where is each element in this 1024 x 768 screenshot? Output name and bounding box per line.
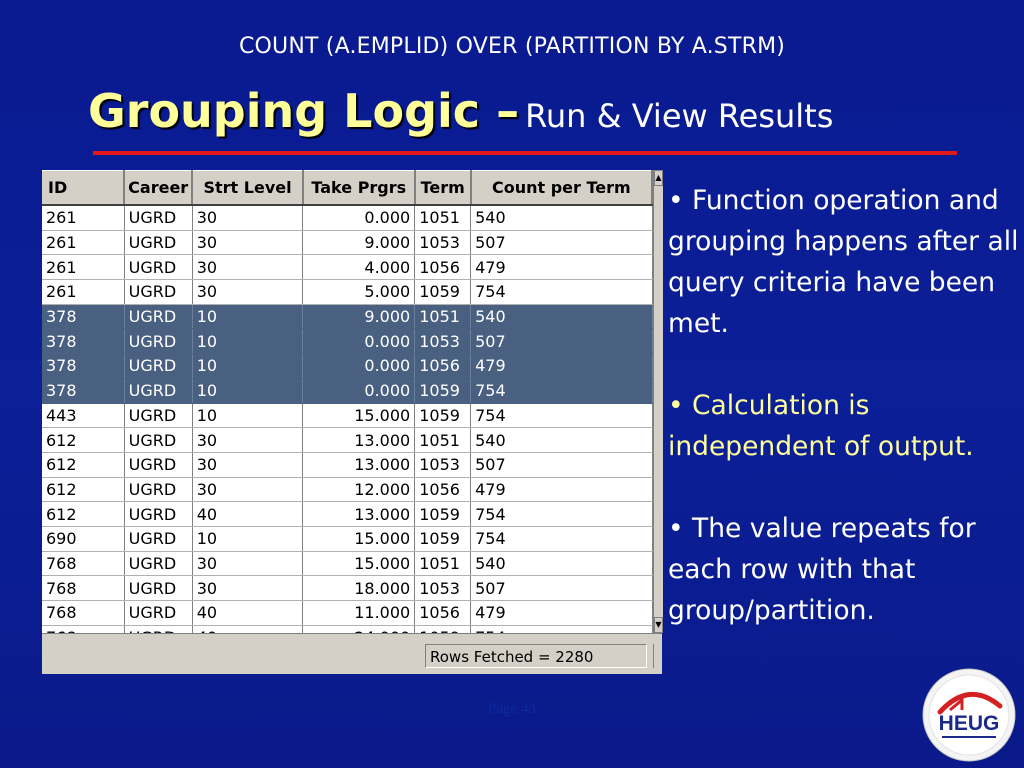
cell-career[interactable]: UGRD [124, 526, 192, 551]
cell-take-prgrs[interactable]: 5.000 [303, 280, 415, 305]
cell-strt-level[interactable]: 30 [192, 428, 303, 453]
table-header-row [42, 171, 652, 206]
cell-term[interactable]: 1056 [415, 477, 471, 502]
column-header-count-per-term[interactable]: Count per Term [471, 171, 652, 206]
cell-strt-level[interactable]: 30 [192, 230, 303, 255]
cell-id[interactable]: 612 [42, 502, 124, 527]
cell-strt-level[interactable]: 10 [192, 354, 303, 379]
cell-term[interactable]: 1059 [415, 280, 471, 305]
cell-take-prgrs[interactable]: 0.000 [303, 354, 415, 379]
cell-career[interactable]: UGRD [124, 205, 192, 230]
cell-strt-level[interactable]: 40 [192, 502, 303, 527]
cell-count-per-term[interactable]: 507 [471, 576, 652, 601]
cell-strt-level[interactable]: 10 [192, 526, 303, 551]
cell-take-prgrs[interactable]: 13.000 [303, 502, 415, 527]
status-bar-end [653, 644, 663, 668]
cell-career[interactable]: UGRD [124, 428, 192, 453]
cell-id[interactable]: 261 [42, 280, 124, 305]
table-row[interactable] [42, 428, 652, 453]
cell-term[interactable]: 1056 [415, 601, 471, 626]
cell-count-per-term[interactable]: 540 [471, 428, 652, 453]
cell-strt-level[interactable]: 10 [192, 403, 303, 428]
bullet-function-operation: • Function operation and grouping happens after all query criteria have been met. [668, 185, 1019, 339]
cell-career[interactable]: UGRD [124, 304, 192, 329]
cell-career[interactable]: UGRD [124, 601, 192, 626]
cell-strt-level[interactable]: 30 [192, 452, 303, 477]
logo-text: HEUG [938, 712, 1000, 735]
cell-term[interactable]: 1051 [415, 304, 471, 329]
cell-id[interactable]: 378 [42, 304, 124, 329]
cell-strt-level[interactable]: 30 [192, 255, 303, 280]
table-row[interactable] [42, 452, 652, 477]
cell-count-per-term[interactable]: 754 [471, 280, 652, 305]
cell-count-per-term[interactable]: 754 [471, 502, 652, 527]
cell-strt-level[interactable]: 10 [192, 329, 303, 354]
cell-take-prgrs[interactable]: 18.000 [303, 576, 415, 601]
table-row[interactable] [42, 477, 652, 502]
bullet-value-repeats: • The value repeats for each row with that group/partition. [668, 513, 976, 626]
cell-term[interactable]: 1053 [415, 576, 471, 601]
cell-take-prgrs[interactable]: 15.000 [303, 551, 415, 576]
table-row[interactable] [42, 502, 652, 527]
cell-id[interactable]: 378 [42, 354, 124, 379]
cell-career[interactable]: UGRD [124, 378, 192, 403]
cell-id[interactable]: 768 [42, 551, 124, 576]
table-row[interactable] [42, 205, 652, 230]
cell-strt-level[interactable]: 10 [192, 304, 303, 329]
cell-take-prgrs[interactable]: 4.000 [303, 255, 415, 280]
table-row[interactable] [42, 354, 652, 379]
cell-term[interactable]: 1053 [415, 230, 471, 255]
table-row[interactable] [42, 403, 652, 428]
table-row[interactable] [42, 329, 652, 354]
cell-term[interactable]: 1051 [415, 205, 471, 230]
title-divider [93, 151, 957, 155]
bullet-calculation-independent: • Calculation is independent of output. [668, 390, 974, 462]
cell-take-prgrs[interactable]: 0.000 [303, 205, 415, 230]
cell-id[interactable]: 768 [42, 601, 124, 626]
cell-count-per-term[interactable]: 507 [471, 230, 652, 255]
cell-take-prgrs[interactable]: 11.000 [303, 601, 415, 626]
cell-id[interactable]: 378 [42, 378, 124, 403]
column-header-term[interactable]: Term [415, 171, 471, 206]
cell-take-prgrs[interactable]: 9.000 [303, 230, 415, 255]
grid-status-bar [42, 633, 662, 674]
cell-career[interactable]: UGRD [124, 576, 192, 601]
cell-career[interactable]: UGRD [124, 452, 192, 477]
cell-career[interactable]: UGRD [124, 280, 192, 305]
cell-strt-level[interactable]: 30 [192, 280, 303, 305]
table-row[interactable] [42, 230, 652, 255]
table-row[interactable] [42, 255, 652, 280]
scroll-down-icon[interactable]: ▼ [654, 617, 663, 633]
table-row[interactable] [42, 551, 652, 576]
column-header-strt-level[interactable]: Strt Level [192, 171, 303, 206]
cell-strt-level[interactable]: 30 [192, 477, 303, 502]
table-row[interactable] [42, 526, 652, 551]
table-row[interactable] [42, 576, 652, 601]
cell-count-per-term[interactable]: 479 [471, 601, 652, 626]
slide-title-rest: Run & View Results [525, 97, 834, 135]
cell-term[interactable]: 1059 [415, 378, 471, 403]
cell-take-prgrs[interactable]: 13.000 [303, 452, 415, 477]
cell-career[interactable]: UGRD [124, 551, 192, 576]
cell-career[interactable]: UGRD [124, 255, 192, 280]
cell-count-per-term[interactable]: 507 [471, 329, 652, 354]
cell-career[interactable]: UGRD [124, 354, 192, 379]
cell-count-per-term[interactable]: 479 [471, 255, 652, 280]
table-row[interactable] [42, 601, 652, 626]
cell-id[interactable]: 261 [42, 230, 124, 255]
cell-count-per-term[interactable]: 540 [471, 551, 652, 576]
table-row[interactable] [42, 304, 652, 329]
query-results-grid [42, 170, 662, 673]
cell-career[interactable]: UGRD [124, 502, 192, 527]
cell-take-prgrs[interactable]: 15.000 [303, 403, 415, 428]
cell-strt-level[interactable]: 30 [192, 576, 303, 601]
slide-title-main: Grouping Logic – [88, 84, 520, 138]
cell-id[interactable]: 443 [42, 403, 124, 428]
cell-id[interactable]: 612 [42, 452, 124, 477]
cell-term[interactable]: 1053 [415, 452, 471, 477]
cell-career[interactable]: UGRD [124, 403, 192, 428]
cell-count-per-term[interactable]: 507 [471, 452, 652, 477]
heug-logo-icon [922, 668, 1016, 762]
rows-fetched-indicator: Rows Fetched = 2280 [425, 644, 647, 668]
column-header-id[interactable]: ID [42, 171, 124, 206]
cell-id[interactable]: 612 [42, 428, 124, 453]
cell-career[interactable]: UGRD [124, 477, 192, 502]
cell-term[interactable]: 1051 [415, 551, 471, 576]
cell-term[interactable]: 1059 [415, 526, 471, 551]
slide-subtitle: COUNT (A.EMPLID) OVER (PARTITION BY A.STRM) [238, 34, 786, 59]
cell-term[interactable]: 1051 [415, 428, 471, 453]
cell-id[interactable]: 261 [42, 205, 124, 230]
cell-take-prgrs[interactable]: 9.000 [303, 304, 415, 329]
cell-take-prgrs[interactable]: 0.000 [303, 329, 415, 354]
cell-take-prgrs[interactable]: 15.000 [303, 526, 415, 551]
cell-count-per-term[interactable]: 479 [471, 354, 652, 379]
table-row[interactable] [42, 280, 652, 305]
cell-count-per-term[interactable]: 540 [471, 205, 652, 230]
cell-term[interactable]: 1056 [415, 354, 471, 379]
cell-career[interactable]: UGRD [124, 230, 192, 255]
cell-count-per-term[interactable]: 754 [471, 526, 652, 551]
table-row[interactable] [42, 378, 652, 403]
vertical-scrollbar[interactable] [653, 170, 663, 633]
cell-strt-level[interactable]: 30 [192, 205, 303, 230]
cell-term[interactable]: 1059 [415, 403, 471, 428]
cell-id[interactable]: 378 [42, 329, 124, 354]
scroll-up-icon[interactable]: ▲ [654, 170, 663, 186]
cell-count-per-term[interactable]: 540 [471, 304, 652, 329]
cell-strt-level[interactable]: 10 [192, 378, 303, 403]
cell-career[interactable]: UGRD [124, 329, 192, 354]
slide-title [88, 84, 833, 138]
grid-viewport [42, 170, 653, 633]
cell-strt-level[interactable]: 30 [192, 551, 303, 576]
cell-count-per-term[interactable]: 754 [471, 403, 652, 428]
cell-id[interactable]: 768 [42, 576, 124, 601]
cell-take-prgrs[interactable]: 0.000 [303, 378, 415, 403]
results-table [42, 170, 653, 650]
bullet-list [668, 180, 1020, 672]
cell-term[interactable]: 1059 [415, 502, 471, 527]
cell-term[interactable]: 1053 [415, 329, 471, 354]
page-number: Page 43 [488, 701, 536, 717]
cell-id[interactable]: 612 [42, 477, 124, 502]
cell-id[interactable]: 690 [42, 526, 124, 551]
cell-take-prgrs[interactable]: 13.000 [303, 428, 415, 453]
cell-strt-level[interactable]: 40 [192, 601, 303, 626]
table-body [42, 205, 652, 650]
cell-count-per-term[interactable]: 479 [471, 477, 652, 502]
cell-take-prgrs[interactable]: 12.000 [303, 477, 415, 502]
cell-id[interactable]: 261 [42, 255, 124, 280]
cell-term[interactable]: 1056 [415, 255, 471, 280]
cell-count-per-term[interactable]: 754 [471, 378, 652, 403]
column-header-career[interactable]: Career [124, 171, 192, 206]
column-header-take-prgrs[interactable]: Take Prgrs [303, 171, 415, 206]
